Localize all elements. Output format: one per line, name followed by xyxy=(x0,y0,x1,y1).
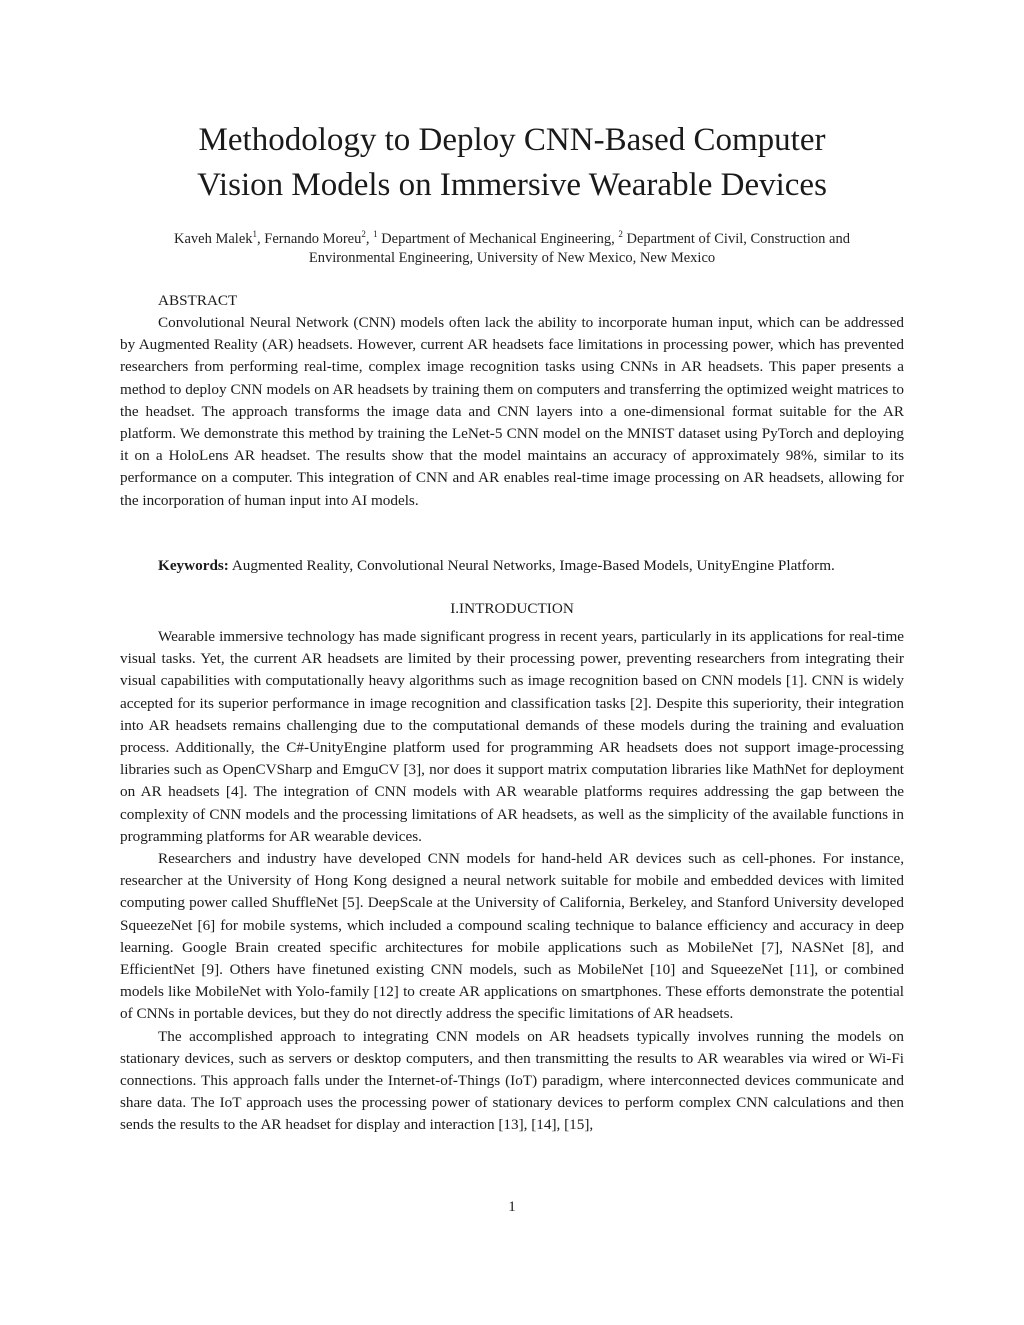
author-line-2: Environmental Engineering, University of New Mexico, New Mexico xyxy=(308,250,716,266)
affiliation-marker: 1 xyxy=(252,229,258,240)
keywords-label: Keywords: xyxy=(158,557,229,574)
title-line-2: Vision Models on Immersive Wearable Devices xyxy=(197,167,827,203)
separator: , xyxy=(365,231,374,247)
title-line-1: Methodology to Deploy CNN-Based Computer xyxy=(198,122,826,158)
introduction-body xyxy=(120,626,904,1137)
paper-title xyxy=(0,118,1024,208)
section-heading: I.INTRODUCTION xyxy=(450,600,574,617)
author-name: Kaveh Malek xyxy=(174,231,253,247)
affiliation-text: Department of Civil, Construction and xyxy=(622,231,850,247)
keywords-section xyxy=(120,555,904,577)
abstract-text: Convolutional Neural Network (CNN) models often lack the ability to incorporate human input, which can be addressed by Augmented Reality (AR) headsets. However, current AR headsets face limitations in processing power, which has prevented researchers from performing real-time, complex image recognition tasks using CNNs in AR headsets. This paper presents a method to deploy CNN models on AR headsets by training them on computers and transferring the optimized weight matrices to the headset. The approach transforms the image data and CNN layers into a one-dimensional format suitable for the AR platform. We demonstrate this method by training the LeNet-5 CNN model on the MNIST dataset using PyTorch and deploying it on a HoloLens AR headset. The results show that the model maintains an accuracy of approximately 98%, similar to its performance on a computer. This integration of CNN and AR enables real-time image processing on AR headsets, allowing for the incorporation of human input into AI models. xyxy=(120,314,904,509)
intro-paragraph: Researchers and industry have developed CNN models for hand-held AR devices such as cell-phones. For instance, researcher at the University of Hong Kong designed a neural network suitable for mobile and embedded devices with limited computing power called ShuffleNet [5]. DeepScale at the University of California, Berkeley, and Stanford University developed SqueezeNet [6] for mobile systems, which included a compound scaling technique to balance efficiency and accuracy in deep learning. Google Brain created specific architectures for mobile applications such as MobileNet [7], NASNet [8], and EfficientNet [9]. Others have finetuned existing CNN models, such as MobileNet [10] and SqueezeNet [11], or combined models like MobileNet with Yolo-family [12] to create AR applications on smartphones. These efforts demonstrate the potential of CNNs in portable devices, but they do not directly address the specific limitations of AR headsets. xyxy=(120,850,904,1023)
affiliation-text: Department of Mechanical Engineering, xyxy=(377,231,619,247)
affiliation-marker: 1 xyxy=(373,229,378,240)
author-line-1 xyxy=(120,230,904,249)
affiliation-marker: 2 xyxy=(361,229,366,240)
author-name: Fernando Moreu xyxy=(264,231,362,247)
abstract-section xyxy=(120,312,904,512)
keywords-list: Augmented Reality, Convolutional Neural Networks, Image-Based Models, UnityEngine Platform. xyxy=(228,557,835,574)
abstract-heading-text: ABSTRACT xyxy=(158,292,238,309)
page-number: 1 xyxy=(508,1199,516,1215)
separator: , xyxy=(257,231,265,247)
author-affiliations xyxy=(120,230,904,268)
abstract-heading xyxy=(120,290,904,312)
intro-paragraph: Wearable immersive technology has made significant progress in recent years, particularly in its applications for real-time visual tasks. Yet, the current AR headsets are limited by their processing power, preventing researchers from integrating their visual capabilities with computationally heavy algorithms such as image recognition based on CNN models [1]. CNN is widely accepted for its superior performance in image recognition and classification tasks [2]. Despite this superiority, their integration into AR headsets remains challenging due to the computational demands of these models during the training and evaluation process. Additionally, the C#-UnityEngine platform used for programming AR headsets does not support image-processing libraries such as OpenCVSharp and EmguCV [3], nor does it support matrix computation libraries like MathNet for deployment on AR headsets [4]. The integration of CNN models with AR wearable platforms requires addressing the gap between the complexity of CNN models and the processing limitations of AR headsets, as well as the simplicity of the available functions in programming platforms for AR wearable devices. xyxy=(120,628,904,845)
affiliation-marker: 2 xyxy=(618,229,623,240)
intro-paragraph: The accomplished approach to integrating CNN models on AR headsets typically involves running the models on stationary devices, such as servers or desktop computers, and then transmitting the results to AR wearables via wired or Wi-Fi connections. This approach falls under the Internet-of-Things (IoT) paradigm, where interconnected devices communicate and share data. The IoT approach uses the processing power of stationary devices to perform complex CNN calculations and then sends the results to the AR headset for display and interaction [13], [14], [15], xyxy=(120,1027,904,1134)
keywords-line xyxy=(120,555,904,577)
